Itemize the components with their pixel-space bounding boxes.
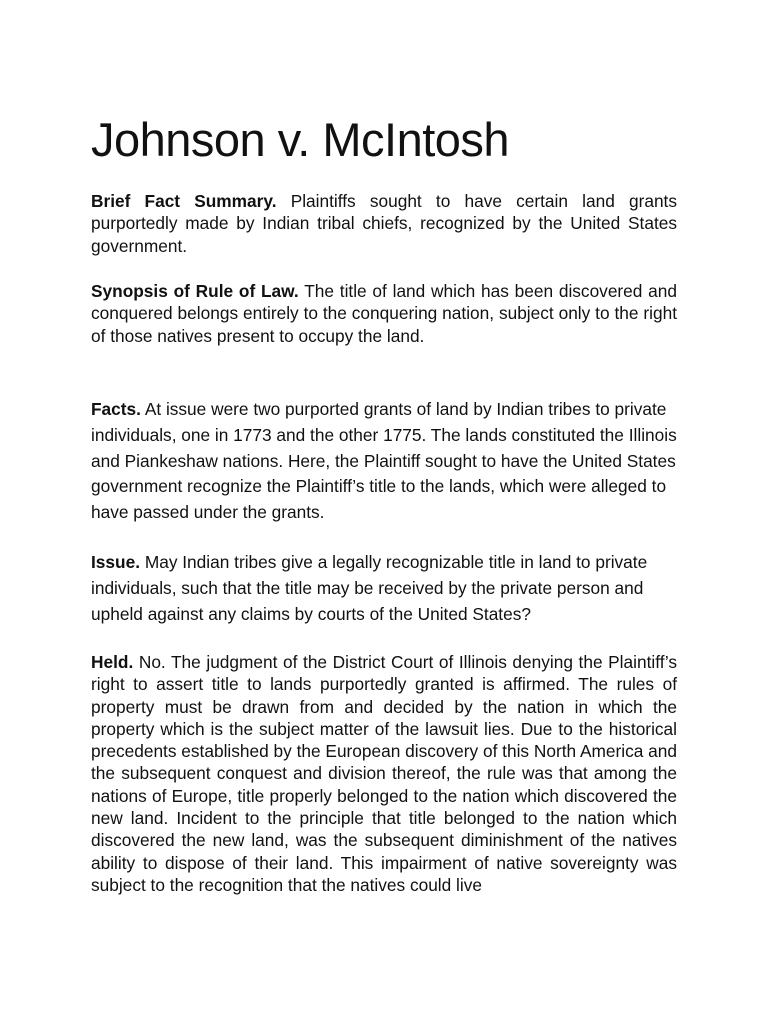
issue-label: Issue. [91, 552, 140, 572]
synopsis-text: The title of land which has been discovered and conquered belongs entirely to the conquering nation, subject only to the right of those natives present to occupy the land. [91, 281, 678, 346]
held-paragraph [91, 651, 677, 896]
issue-text: May Indian tribes give a legally recognizable title in land to private individuals, such that the title may be received by the private person and upheld against any claims by courts of the United States? [91, 552, 648, 624]
held-label: Held. [91, 652, 134, 672]
synopsis-paragraph [91, 280, 677, 347]
brief-fact-summary-paragraph [91, 190, 677, 257]
brief-fact-summary-label: Brief Fact Summary. [91, 191, 277, 211]
document-title: Johnson v. McIntosh [91, 113, 510, 166]
facts-label: Facts. [91, 399, 141, 419]
held-text: No. The judgment of the District Court of Illinois denying the Plaintiff’s right to assert title to lands purportedly granted is affirmed. The rules of property must be drawn from and decided by the nation in which the property which is the subject matter of the lawsuit lies. Due to the historical precedents established by the European discovery of this North America and the subsequent conquest and division thereof, the rule was that among the nations of Europe, title properly belonged to the nation which discovered the new land. Incident to the principle that title belonged to the nation which discovered the new land, was the subsequent diminishment of the natives ability to dispose of their land. This impairment of native sovereignty was subject to the recognition that the natives could live [91, 652, 677, 895]
issue-paragraph [91, 550, 677, 627]
brief-fact-summary-text: Plaintiffs sought to have certain land grants purportedly made by Indian tribal chiefs, recognized by the United States government. [91, 191, 677, 256]
facts-text: At issue were two purported grants of land by Indian tribes to private individuals, one in 1773 and the other 1775. The lands constituted the Illinois and Piankeshaw nations. Here, the Plaintiff sought to have the United States government recognize the Plaintiff’s title to the lands, which were alleged to have passed under the grants. [91, 399, 677, 523]
synopsis-label: Synopsis of Rule of Law. [91, 281, 299, 301]
facts-paragraph [91, 397, 677, 526]
